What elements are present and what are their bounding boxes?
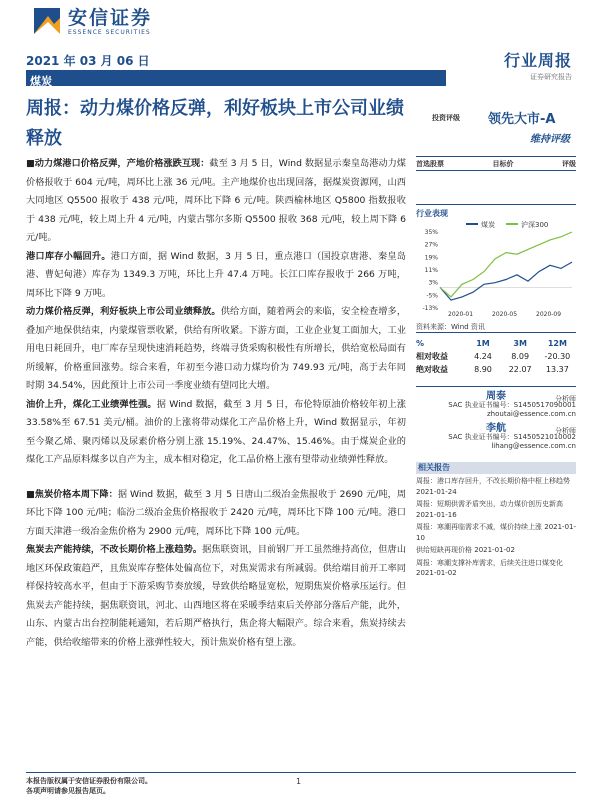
analyst-email[interactable]: zhoutai@essence.com.cn xyxy=(487,410,576,418)
related-report-item[interactable]: 周报：短期供需矛盾突出，动力煤价创历史新高 2021-01-16 xyxy=(416,500,563,519)
perf-row-relative: 相对收益 4.24 8.09 -20.30 xyxy=(416,352,571,361)
report-date: 2021 年 03 月 06 日 xyxy=(26,54,150,68)
logo-mark-icon xyxy=(32,6,62,36)
paragraph: 港口库存小幅回升。港口方面，据 Wind 数据，3 月 5 日，重点港口（国投京唐港、秦皇岛港、曹妃甸港）库存为 1349.3 万吨，环比上升 47.4 万吨。长江口库存报收于 266 万吨，周环比下降 9 万吨。 xyxy=(26,250,406,299)
x-tick-label: 2020-05 xyxy=(492,311,518,318)
paragraph: 动力煤价格反弹，利好板块上市公司业绩释放。供给方面，随着两会的来临，安全检查增多，叠加产地保供结束，内蒙煤管票收紧，供给有所收紧。下游方面，工业企业复工面加大，工业用电日耗回升，电厂库存呈现快速消耗趋势，终端寻货采购积极性有所增长，供给宽松局面有所缓解，价格重回涨势。综合来看，年初至今港口动力煤均价为 749.93 元/吨，高于去年同时期 34.54%，因此预计上市公司一季度业绩有望同比大增。 xyxy=(26,306,407,391)
series-line-1 xyxy=(440,232,572,297)
legend-label: 沪深300 xyxy=(521,221,549,229)
footer-copyright: 本报告版权属于安信证券股份有限公司。 xyxy=(26,777,152,785)
report-type: 行业周报 xyxy=(503,51,572,70)
divider xyxy=(416,332,576,333)
performance-table xyxy=(416,337,576,376)
chart-source: 资料来源：Wind 资讯 xyxy=(416,323,485,331)
legend-label: 煤炭 xyxy=(481,221,495,229)
rating-label: 投资评级 xyxy=(432,114,460,122)
page-number: 1 xyxy=(296,777,302,786)
rating-maintain: 维持评级 xyxy=(530,134,570,145)
y-tick-label: 27% xyxy=(424,241,438,249)
rating-value: 领先大市-A xyxy=(488,112,556,127)
analyst-card xyxy=(416,424,576,451)
divider xyxy=(416,156,576,157)
paragraph: 油价上升，煤化工业绩弹性强。据 Wind 数据，截至 3 月 5 日，布伦特原油价格较年初上涨 33.58%至 67.51 美元/桶。油价的上涨将带动煤化工产品价格上升，Wind 数据显示，年初至今聚乙烯、聚丙烯以及尿素价格分别上涨 15.19%、24.47%、15.46%。由于煤炭企业的煤化工产品原料煤多以自产为主，成本相对稳定，化工品价格上涨有望带动业绩弹性释放。 xyxy=(26,398,407,465)
related-report-item[interactable]: 周报：寒潮再临需求不减，煤价持续上涨 2021-01-10 xyxy=(416,523,577,542)
analyst-card xyxy=(416,392,576,419)
related-reports-title: 相关报告 xyxy=(416,462,576,474)
y-tick-label: 19% xyxy=(424,254,438,262)
footer xyxy=(26,772,576,796)
paragraph: ■动力煤港口价格反弹，产地价格涨跌互现：截至 3 月 5 日，Wind 数据显示秦皇岛港动力煤价格报收于 604 元/吨，周环比上涨 36 元/吨。主产地煤价也出现回落，据煤炭资源网，山西大同地区 Q5500 报收于 438 元/吨，周环比下降 6 元/吨。陕西榆林地区 Q5800 指数报收于 438 元/吨，较上周上升 4 元/吨，内蒙古鄂尔多斯 Q5500 报收 368 元/吨，较上周下降 6 元/吨。 xyxy=(26,158,406,243)
industry-bar xyxy=(26,70,446,86)
related-report-item[interactable]: 周报：港口库存回升，不改长期价格中枢上移趋势 2021-01-24 xyxy=(416,477,570,496)
divider xyxy=(416,386,576,387)
company-name-cn: 安信证券 xyxy=(68,6,153,29)
analyst-cert: SAC 执业证书编号：S1450517090001 xyxy=(448,401,576,409)
analyst-role: 分析师 xyxy=(555,427,576,435)
related-report-item[interactable]: 周报：寒潮支撑补库需求，后续关注进口煤变化 2021-01-02 xyxy=(416,558,563,577)
analyst-role: 分析师 xyxy=(555,395,576,403)
perf-header-row: % 1M 3M 12M xyxy=(416,339,567,348)
paragraph: ■焦炭价格本周下降：据 Wind 数据，截至 3 月 5 日唐山二级冶金焦报收于 2690 元/吨，周环比下降 100 元/吨；临汾二级冶金焦价格报收于 2420 元/吨，周环比下降 100 元/吨。港口方面天津港一级冶金焦价格为 2900 元/吨，周环比下降 100 元/吨。 xyxy=(26,488,406,537)
col-stock: 首选股票 xyxy=(416,160,444,168)
report-subtype: 证券研究报告 xyxy=(530,73,572,81)
report-title: 周报：动力煤价格反弹，利好板块上市公司业绩释放 xyxy=(26,98,404,149)
related-report-item[interactable]: 供给短缺再现价格 2021-01-02 xyxy=(416,546,515,554)
perf-row-absolute: 绝对收益 8.90 22.07 13.37 xyxy=(416,365,569,374)
y-tick-label: 3% xyxy=(428,279,438,287)
footer-disclaimer: 各项声明请参见报告尾页。 xyxy=(26,787,110,795)
y-tick-label: -13% xyxy=(422,305,438,312)
analyst-cert: SAC 执业证书编号：S1450521010002 xyxy=(448,433,576,441)
paragraph: 焦炭去产能持续，不改长期价格上涨趋势。据焦联资讯，目前钢厂开工虽然维持高位，但唐山地区环保政策趋严，且焦炭库存整体处偏高位下，对焦炭需求有所减弱。供给端目前开工率同样保持较高水平，但由于下游采购节奏放缓，导致供给略显宽松，短期焦炭价格承压运行。但焦炭去产能持续，据焦联资讯，河北、山西地区将在采暖季结束后关停部分落后产能，此外，山东、内蒙古出台控制能耗通知，若后期严格执行，焦企将大幅限产。综合来看，焦炭持续去产能，供给收缩带来的价格上涨弹性较大，预计焦炭价格有望上涨。 xyxy=(26,544,407,648)
analyst-name: 李航 xyxy=(486,423,506,434)
y-tick-label: -5% xyxy=(426,292,438,300)
company-logo xyxy=(32,6,152,36)
report-body xyxy=(26,155,406,652)
x-tick-label: 2020-09 xyxy=(536,311,562,318)
divider xyxy=(416,170,576,171)
x-tick-label: 2020-01 xyxy=(448,311,474,318)
y-tick-label: 11% xyxy=(424,267,438,274)
stock-table-header xyxy=(416,159,576,169)
col-target: 目标价 xyxy=(492,160,514,168)
industry-label: 煤炭 xyxy=(30,75,52,88)
analyst-email[interactable]: lihang@essence.com.cn xyxy=(491,442,576,450)
market-section-title: 行业表现 xyxy=(416,209,448,218)
performance-chart xyxy=(416,218,576,318)
y-tick-label: 35% xyxy=(424,229,438,236)
related-reports-list xyxy=(416,476,576,581)
divider xyxy=(416,204,576,205)
col-rating: 评级 xyxy=(562,160,576,168)
company-name-en: ESSENCE SECURITIES xyxy=(68,28,151,36)
series-line-0 xyxy=(440,262,572,300)
analyst-name: 周泰 xyxy=(486,391,506,402)
